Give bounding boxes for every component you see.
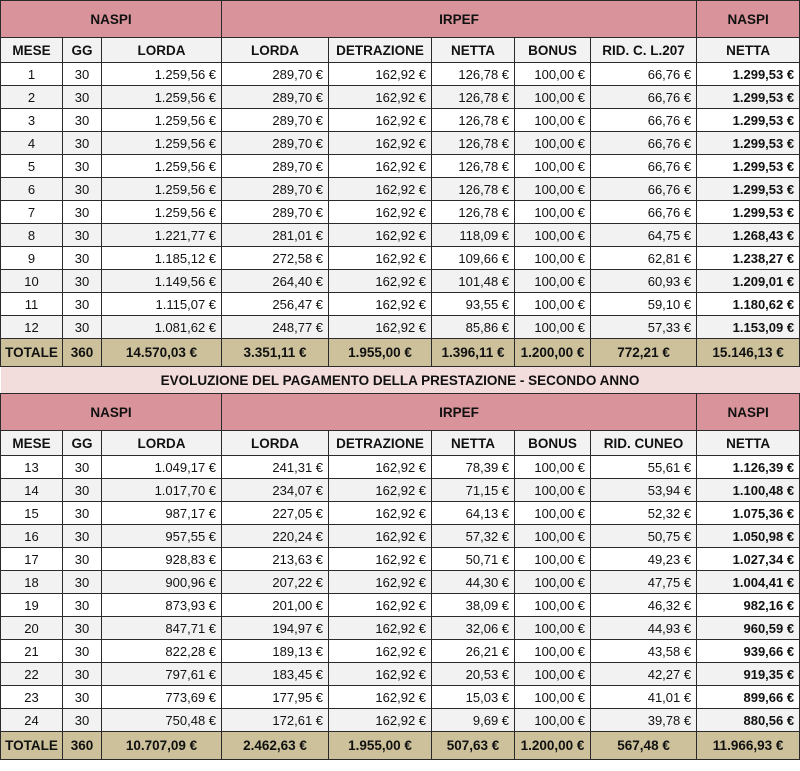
cell-irpef-lorda: 256,47 € — [222, 293, 329, 316]
total-label: TOTALE — [1, 732, 63, 760]
cell-detrazione: 162,92 € — [329, 109, 432, 132]
cell-naspi-netta: 1.299,53 € — [697, 178, 800, 201]
cell-gg: 30 — [63, 86, 102, 109]
total-naspi-netta: 11.966,93 € — [697, 732, 800, 760]
table-row — [1, 63, 800, 86]
cell-rid: 66,76 € — [591, 63, 697, 86]
total-irpef-lorda: 2.462,63 € — [222, 732, 329, 760]
cell-lorda: 957,55 € — [102, 525, 222, 548]
cell-rid: 44,93 € — [591, 617, 697, 640]
cell-mese: 1 — [1, 63, 63, 86]
cell-gg: 30 — [63, 548, 102, 571]
table-row — [1, 247, 800, 270]
cell-gg: 30 — [63, 525, 102, 548]
cell-netta: 32,06 € — [432, 617, 515, 640]
cell-lorda: 847,71 € — [102, 617, 222, 640]
table-row — [1, 293, 800, 316]
cell-detrazione: 162,92 € — [329, 224, 432, 247]
cell-naspi-netta: 899,66 € — [697, 686, 800, 709]
cell-gg: 30 — [63, 686, 102, 709]
year2-body — [1, 456, 800, 760]
cell-gg: 30 — [63, 132, 102, 155]
cell-bonus: 100,00 € — [515, 270, 591, 293]
table-row — [1, 224, 800, 247]
cell-mese: 15 — [1, 502, 63, 525]
cell-netta: 85,86 € — [432, 316, 515, 339]
cell-mese: 4 — [1, 132, 63, 155]
cell-bonus: 100,00 € — [515, 548, 591, 571]
cell-irpef-lorda: 272,58 € — [222, 247, 329, 270]
cell-bonus: 100,00 € — [515, 640, 591, 663]
cell-irpef-lorda: 289,70 € — [222, 201, 329, 224]
cell-detrazione: 162,92 € — [329, 617, 432, 640]
cell-bonus: 100,00 € — [515, 617, 591, 640]
col-lorda: LORDA — [102, 38, 222, 63]
total-row — [1, 339, 800, 367]
cell-rid: 55,61 € — [591, 456, 697, 479]
cell-irpef-lorda: 194,97 € — [222, 617, 329, 640]
cell-naspi-netta: 1.299,53 € — [697, 63, 800, 86]
cell-lorda: 1.259,56 € — [102, 132, 222, 155]
cell-detrazione: 162,92 € — [329, 155, 432, 178]
table-row — [1, 617, 800, 640]
cell-naspi-netta: 1.100,48 € — [697, 479, 800, 502]
cell-bonus: 100,00 € — [515, 63, 591, 86]
col-bonus: BONUS — [515, 38, 591, 63]
total-rid: 567,48 € — [591, 732, 697, 760]
cell-netta: 64,13 € — [432, 502, 515, 525]
col-bonus: BONUS — [515, 431, 591, 456]
cell-rid: 66,76 € — [591, 155, 697, 178]
cell-netta: 20,53 € — [432, 663, 515, 686]
cell-lorda: 822,28 € — [102, 640, 222, 663]
column-header-row-year2 — [1, 431, 800, 456]
cell-bonus: 100,00 € — [515, 132, 591, 155]
cell-irpef-lorda: 234,07 € — [222, 479, 329, 502]
cell-lorda: 750,48 € — [102, 709, 222, 732]
cell-detrazione: 162,92 € — [329, 640, 432, 663]
cell-detrazione: 162,92 € — [329, 709, 432, 732]
cell-naspi-netta: 960,59 € — [697, 617, 800, 640]
cell-irpef-lorda: 183,45 € — [222, 663, 329, 686]
cell-detrazione: 162,92 € — [329, 178, 432, 201]
cell-rid: 49,23 € — [591, 548, 697, 571]
cell-bonus: 100,00 € — [515, 86, 591, 109]
total-detrazione: 1.955,00 € — [329, 732, 432, 760]
table-row — [1, 594, 800, 617]
col-mese: MESE — [1, 431, 63, 456]
cell-lorda: 1.259,56 € — [102, 63, 222, 86]
cell-detrazione: 162,92 € — [329, 293, 432, 316]
cell-naspi-netta: 1.238,27 € — [697, 247, 800, 270]
cell-netta: 126,78 € — [432, 132, 515, 155]
cell-rid: 66,76 € — [591, 178, 697, 201]
cell-bonus: 100,00 € — [515, 571, 591, 594]
col-gg: GG — [63, 431, 102, 456]
cell-mese: 5 — [1, 155, 63, 178]
col-irpef-lorda: LORDA — [222, 431, 329, 456]
cell-mese: 19 — [1, 594, 63, 617]
cell-lorda: 773,69 € — [102, 686, 222, 709]
cell-bonus: 100,00 € — [515, 201, 591, 224]
cell-detrazione: 162,92 € — [329, 502, 432, 525]
cell-netta: 57,32 € — [432, 525, 515, 548]
cell-naspi-netta: 1.075,36 € — [697, 502, 800, 525]
cell-rid: 53,94 € — [591, 479, 697, 502]
cell-mese: 22 — [1, 663, 63, 686]
cell-lorda: 1.259,56 € — [102, 178, 222, 201]
total-gg: 360 — [63, 339, 102, 367]
col-naspi-netta: NETTA — [697, 431, 800, 456]
cell-rid: 57,33 € — [591, 316, 697, 339]
cell-netta: 44,30 € — [432, 571, 515, 594]
cell-bonus: 100,00 € — [515, 594, 591, 617]
cell-lorda: 900,96 € — [102, 571, 222, 594]
cell-lorda: 797,61 € — [102, 663, 222, 686]
cell-bonus: 100,00 € — [515, 109, 591, 132]
cell-rid: 66,76 € — [591, 132, 697, 155]
section-title-row — [1, 367, 800, 394]
cell-detrazione: 162,92 € — [329, 270, 432, 293]
cell-lorda: 1.259,56 € — [102, 201, 222, 224]
cell-irpef-lorda: 264,40 € — [222, 270, 329, 293]
cell-mese: 9 — [1, 247, 63, 270]
cell-bonus: 100,00 € — [515, 479, 591, 502]
col-rid: RID. CUNEO — [591, 431, 697, 456]
cell-irpef-lorda: 189,13 € — [222, 640, 329, 663]
cell-netta: 101,48 € — [432, 270, 515, 293]
total-bonus: 1.200,00 € — [515, 732, 591, 760]
cell-detrazione: 162,92 € — [329, 594, 432, 617]
total-label: TOTALE — [1, 339, 63, 367]
cell-naspi-netta: 1.050,98 € — [697, 525, 800, 548]
cell-netta: 71,15 € — [432, 479, 515, 502]
cell-gg: 30 — [63, 617, 102, 640]
cell-naspi-netta: 1.268,43 € — [697, 224, 800, 247]
cell-bonus: 100,00 € — [515, 709, 591, 732]
cell-rid: 47,75 € — [591, 571, 697, 594]
cell-gg: 30 — [63, 63, 102, 86]
cell-netta: 126,78 € — [432, 86, 515, 109]
col-detrazione: DETRAZIONE — [329, 38, 432, 63]
table-row — [1, 109, 800, 132]
cell-bonus: 100,00 € — [515, 686, 591, 709]
total-naspi-netta: 15.146,13 € — [697, 339, 800, 367]
total-row — [1, 732, 800, 760]
cell-naspi-netta: 1.027,34 € — [697, 548, 800, 571]
cell-lorda: 1.221,77 € — [102, 224, 222, 247]
total-lorda: 14.570,03 € — [102, 339, 222, 367]
cell-bonus: 100,00 € — [515, 178, 591, 201]
total-gg: 360 — [63, 732, 102, 760]
cell-rid: 39,78 € — [591, 709, 697, 732]
cell-naspi-netta: 1.209,01 € — [697, 270, 800, 293]
col-gg: GG — [63, 38, 102, 63]
column-header-row-year1 — [1, 38, 800, 63]
table-row — [1, 663, 800, 686]
table-row — [1, 201, 800, 224]
cell-gg: 30 — [63, 293, 102, 316]
table-row — [1, 525, 800, 548]
cell-netta: 126,78 € — [432, 178, 515, 201]
group-naspi-right: NASPI — [697, 1, 800, 38]
table-row — [1, 178, 800, 201]
table-row — [1, 686, 800, 709]
cell-bonus: 100,00 € — [515, 663, 591, 686]
cell-gg: 30 — [63, 663, 102, 686]
cell-bonus: 100,00 € — [515, 502, 591, 525]
cell-irpef-lorda: 207,22 € — [222, 571, 329, 594]
cell-netta: 15,03 € — [432, 686, 515, 709]
cell-irpef-lorda: 281,01 € — [222, 224, 329, 247]
col-netta: NETTA — [432, 431, 515, 456]
cell-detrazione: 162,92 € — [329, 571, 432, 594]
cell-netta: 126,78 € — [432, 63, 515, 86]
cell-lorda: 873,93 € — [102, 594, 222, 617]
cell-gg: 30 — [63, 709, 102, 732]
total-irpef-lorda: 3.351,11 € — [222, 339, 329, 367]
cell-irpef-lorda: 220,24 € — [222, 525, 329, 548]
cell-irpef-lorda: 201,00 € — [222, 594, 329, 617]
cell-gg: 30 — [63, 155, 102, 178]
cell-mese: 7 — [1, 201, 63, 224]
group-header-row-year1 — [1, 1, 800, 38]
cell-irpef-lorda: 241,31 € — [222, 456, 329, 479]
cell-detrazione: 162,92 € — [329, 63, 432, 86]
table-row — [1, 456, 800, 479]
cell-naspi-netta: 1.299,53 € — [697, 132, 800, 155]
cell-naspi-netta: 1.299,53 € — [697, 86, 800, 109]
cell-netta: 38,09 € — [432, 594, 515, 617]
cell-netta: 9,69 € — [432, 709, 515, 732]
cell-netta: 26,21 € — [432, 640, 515, 663]
cell-rid: 62,81 € — [591, 247, 697, 270]
table-row — [1, 86, 800, 109]
table-row — [1, 132, 800, 155]
cell-irpef-lorda: 289,70 € — [222, 132, 329, 155]
cell-naspi-netta: 1.126,39 € — [697, 456, 800, 479]
cell-gg: 30 — [63, 316, 102, 339]
cell-netta: 93,55 € — [432, 293, 515, 316]
cell-lorda: 1.149,56 € — [102, 270, 222, 293]
cell-lorda: 1.259,56 € — [102, 109, 222, 132]
cell-mese: 23 — [1, 686, 63, 709]
cell-naspi-netta: 982,16 € — [697, 594, 800, 617]
col-mese: MESE — [1, 38, 63, 63]
cell-netta: 126,78 € — [432, 155, 515, 178]
cell-detrazione: 162,92 € — [329, 247, 432, 270]
col-naspi-netta: NETTA — [697, 38, 800, 63]
cell-irpef-lorda: 172,61 € — [222, 709, 329, 732]
total-netta: 1.396,11 € — [432, 339, 515, 367]
cell-rid: 46,32 € — [591, 594, 697, 617]
cell-naspi-netta: 1.180,62 € — [697, 293, 800, 316]
table-row — [1, 548, 800, 571]
cell-mese: 17 — [1, 548, 63, 571]
cell-irpef-lorda: 289,70 € — [222, 63, 329, 86]
col-detrazione: DETRAZIONE — [329, 431, 432, 456]
col-rid: RID. C. L.207 — [591, 38, 697, 63]
cell-detrazione: 162,92 € — [329, 132, 432, 155]
cell-naspi-netta: 880,56 € — [697, 709, 800, 732]
col-netta: NETTA — [432, 38, 515, 63]
cell-gg: 30 — [63, 456, 102, 479]
cell-detrazione: 162,92 € — [329, 456, 432, 479]
cell-detrazione: 162,92 € — [329, 316, 432, 339]
section2 — [1, 367, 800, 456]
cell-bonus: 100,00 € — [515, 456, 591, 479]
table-row — [1, 479, 800, 502]
cell-lorda: 1.017,70 € — [102, 479, 222, 502]
cell-irpef-lorda: 227,05 € — [222, 502, 329, 525]
group-irpef: IRPEF — [222, 394, 697, 431]
total-detrazione: 1.955,00 € — [329, 339, 432, 367]
col-lorda: LORDA — [102, 431, 222, 456]
cell-mese: 16 — [1, 525, 63, 548]
cell-gg: 30 — [63, 640, 102, 663]
cell-mese: 18 — [1, 571, 63, 594]
cell-lorda: 928,83 € — [102, 548, 222, 571]
cell-mese: 24 — [1, 709, 63, 732]
cell-gg: 30 — [63, 571, 102, 594]
cell-irpef-lorda: 213,63 € — [222, 548, 329, 571]
cell-naspi-netta: 1.299,53 € — [697, 109, 800, 132]
cell-gg: 30 — [63, 479, 102, 502]
cell-naspi-netta: 919,35 € — [697, 663, 800, 686]
cell-lorda: 1.081,62 € — [102, 316, 222, 339]
cell-mese: 6 — [1, 178, 63, 201]
cell-lorda: 1.259,56 € — [102, 86, 222, 109]
table-row — [1, 155, 800, 178]
cell-mese: 3 — [1, 109, 63, 132]
total-bonus: 1.200,00 € — [515, 339, 591, 367]
total-lorda: 10.707,09 € — [102, 732, 222, 760]
cell-detrazione: 162,92 € — [329, 548, 432, 571]
cell-mese: 2 — [1, 86, 63, 109]
cell-rid: 42,27 € — [591, 663, 697, 686]
cell-naspi-netta: 1.153,09 € — [697, 316, 800, 339]
section-title: EVOLUZIONE DEL PAGAMENTO DELLA PRESTAZIONE - SECONDO ANNO — [1, 367, 800, 394]
cell-irpef-lorda: 177,95 € — [222, 686, 329, 709]
group-naspi-left: NASPI — [1, 394, 222, 431]
cell-gg: 30 — [63, 594, 102, 617]
cell-mese: 21 — [1, 640, 63, 663]
group-naspi-right: NASPI — [697, 394, 800, 431]
cell-lorda: 1.185,12 € — [102, 247, 222, 270]
table-row — [1, 640, 800, 663]
table-row — [1, 270, 800, 293]
group-header-row-year2 — [1, 394, 800, 431]
cell-naspi-netta: 1.004,41 € — [697, 571, 800, 594]
cell-gg: 30 — [63, 502, 102, 525]
cell-detrazione: 162,92 € — [329, 86, 432, 109]
cell-gg: 30 — [63, 270, 102, 293]
cell-rid: 66,76 € — [591, 109, 697, 132]
table-row — [1, 502, 800, 525]
cell-irpef-lorda: 289,70 € — [222, 109, 329, 132]
cell-gg: 30 — [63, 247, 102, 270]
cell-mese: 10 — [1, 270, 63, 293]
cell-netta: 50,71 € — [432, 548, 515, 571]
cell-bonus: 100,00 € — [515, 224, 591, 247]
cell-gg: 30 — [63, 109, 102, 132]
cell-detrazione: 162,92 € — [329, 479, 432, 502]
cell-naspi-netta: 1.299,53 € — [697, 201, 800, 224]
col-irpef-lorda: LORDA — [222, 38, 329, 63]
cell-netta: 78,39 € — [432, 456, 515, 479]
cell-irpef-lorda: 289,70 € — [222, 155, 329, 178]
cell-naspi-netta: 1.299,53 € — [697, 155, 800, 178]
cell-gg: 30 — [63, 201, 102, 224]
cell-mese: 20 — [1, 617, 63, 640]
cell-detrazione: 162,92 € — [329, 663, 432, 686]
cell-mese: 12 — [1, 316, 63, 339]
cell-irpef-lorda: 289,70 € — [222, 178, 329, 201]
cell-gg: 30 — [63, 178, 102, 201]
cell-bonus: 100,00 € — [515, 525, 591, 548]
cell-bonus: 100,00 € — [515, 316, 591, 339]
cell-detrazione: 162,92 € — [329, 686, 432, 709]
table-row — [1, 571, 800, 594]
cell-netta: 126,78 € — [432, 109, 515, 132]
year1-body — [1, 63, 800, 367]
cell-lorda: 1.259,56 € — [102, 155, 222, 178]
cell-rid: 50,75 € — [591, 525, 697, 548]
cell-rid: 60,93 € — [591, 270, 697, 293]
total-rid: 772,21 € — [591, 339, 697, 367]
cell-detrazione: 162,92 € — [329, 201, 432, 224]
cell-lorda: 987,17 € — [102, 502, 222, 525]
cell-naspi-netta: 939,66 € — [697, 640, 800, 663]
cell-detrazione: 162,92 € — [329, 525, 432, 548]
cell-bonus: 100,00 € — [515, 247, 591, 270]
table-row — [1, 709, 800, 732]
cell-lorda: 1.049,17 € — [102, 456, 222, 479]
cell-gg: 30 — [63, 224, 102, 247]
table-row — [1, 316, 800, 339]
cell-netta: 126,78 € — [432, 201, 515, 224]
cell-rid: 41,01 € — [591, 686, 697, 709]
cell-netta: 109,66 € — [432, 247, 515, 270]
cell-lorda: 1.115,07 € — [102, 293, 222, 316]
group-naspi-left: NASPI — [1, 1, 222, 38]
cell-rid: 59,10 € — [591, 293, 697, 316]
cell-rid: 66,76 € — [591, 201, 697, 224]
group-irpef: IRPEF — [222, 1, 697, 38]
cell-rid: 64,75 € — [591, 224, 697, 247]
cell-mese: 13 — [1, 456, 63, 479]
cell-mese: 14 — [1, 479, 63, 502]
cell-rid: 43,58 € — [591, 640, 697, 663]
total-netta: 507,63 € — [432, 732, 515, 760]
cell-irpef-lorda: 289,70 € — [222, 86, 329, 109]
cell-mese: 11 — [1, 293, 63, 316]
cell-rid: 66,76 € — [591, 86, 697, 109]
cell-netta: 118,09 € — [432, 224, 515, 247]
cell-mese: 8 — [1, 224, 63, 247]
cell-irpef-lorda: 248,77 € — [222, 316, 329, 339]
cell-rid: 52,32 € — [591, 502, 697, 525]
cell-bonus: 100,00 € — [515, 293, 591, 316]
cell-bonus: 100,00 € — [515, 155, 591, 178]
